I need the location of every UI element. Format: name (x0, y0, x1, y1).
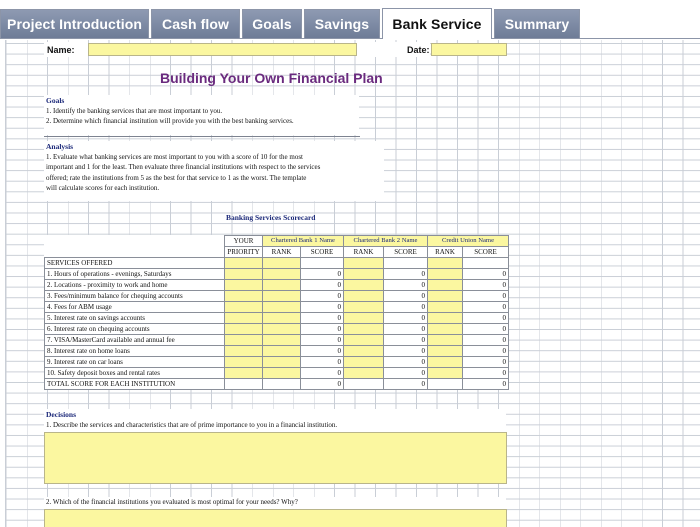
priority-input[interactable] (225, 302, 263, 313)
decisions-answer-2-input[interactable] (44, 509, 507, 527)
spacer-cell (45, 247, 225, 258)
score-value: 0 (301, 368, 344, 379)
rank-input[interactable] (344, 346, 384, 357)
score-value: 0 (301, 357, 344, 368)
rank-input[interactable] (428, 291, 463, 302)
score-value: 0 (301, 313, 344, 324)
decisions-heading: Decisions (46, 410, 76, 419)
priority-input[interactable] (225, 291, 263, 302)
score-value: 0 (301, 346, 344, 357)
rank-cell[interactable] (428, 258, 463, 269)
score-value: 0 (463, 368, 509, 379)
score-value: 0 (463, 357, 509, 368)
goals-line-1: 1. Identify the banking services that are most important to you. (46, 107, 223, 115)
score-header-2: SCORE (384, 247, 428, 258)
service-row (45, 324, 509, 335)
tab-cash-flow[interactable]: Cash flow (151, 9, 240, 38)
total-label: TOTAL SCORE FOR EACH INSTITUTION (45, 379, 225, 390)
rank-input[interactable] (263, 346, 301, 357)
rank-input[interactable] (344, 313, 384, 324)
rank-cell[interactable] (263, 258, 301, 269)
analysis-section (44, 141, 384, 201)
score-value: 0 (463, 280, 509, 291)
rank-input[interactable] (344, 324, 384, 335)
score-cell (301, 258, 344, 269)
score-value: 0 (463, 291, 509, 302)
score-value: 0 (384, 335, 428, 346)
tab-baseline (0, 38, 700, 39)
worksheet (0, 40, 700, 527)
service-label: 7. VISA/MasterCard available and annual fee (45, 335, 225, 346)
priority-input[interactable] (225, 280, 263, 291)
priority-input[interactable] (225, 269, 263, 280)
score-cell (384, 258, 428, 269)
score-value: 0 (463, 346, 509, 357)
priority-input[interactable] (225, 313, 263, 324)
priority-input[interactable] (225, 346, 263, 357)
service-row (45, 335, 509, 346)
priority-cell[interactable] (225, 258, 263, 269)
score-value: 0 (463, 313, 509, 324)
score-header-1: SCORE (301, 247, 344, 258)
score-value: 0 (301, 324, 344, 335)
score-value: 0 (384, 269, 428, 280)
rank-input[interactable] (263, 335, 301, 346)
rank-input[interactable] (428, 302, 463, 313)
score-value: 0 (301, 291, 344, 302)
scorecard-header-row-2 (45, 247, 509, 258)
score-value: 0 (463, 335, 509, 346)
score-value: 0 (463, 269, 509, 280)
priority-label: PRIORITY (225, 247, 263, 258)
service-label: 4. Fees for ABM usage (45, 302, 225, 313)
service-label: 9. Interest rate on car loans (45, 357, 225, 368)
service-row (45, 280, 509, 291)
analysis-line-3: offered; rate the institutions from 5 as the best for that service to 1 as the worst. The template (46, 173, 307, 182)
decisions-answer-1-input[interactable] (44, 432, 507, 484)
priority-input[interactable] (225, 324, 263, 335)
service-label: 2. Locations - proximity to work and home (45, 280, 225, 291)
rank-header-1: RANK (263, 247, 301, 258)
service-row (45, 357, 509, 368)
rank-input[interactable] (263, 313, 301, 324)
tab-goals[interactable]: Goals (242, 9, 302, 38)
score-value: 0 (384, 324, 428, 335)
rank-input[interactable] (428, 313, 463, 324)
service-label: 5. Interest rate on savings accounts (45, 313, 225, 324)
service-row (45, 346, 509, 357)
row-header-strip (0, 40, 6, 527)
analysis-line-4: will calculate scores for each institution. (46, 184, 160, 193)
date-label-cell (357, 42, 430, 57)
total-score-1: 0 (301, 379, 344, 390)
score-value: 0 (384, 313, 428, 324)
page-title: Building Your Own Financial Plan (160, 70, 383, 86)
service-label: 3. Fees/minimum balance for chequing accounts (45, 291, 225, 302)
rank-input[interactable] (344, 335, 384, 346)
service-row (45, 313, 509, 324)
institution-1-name[interactable]: Chartered Bank 1 Name (263, 236, 344, 247)
rank-input[interactable] (428, 368, 463, 379)
tab-summary[interactable]: Summary (494, 9, 580, 38)
analysis-line-1: 1. Evaluate what banking services are most important to you with a score of 10 for the most (46, 153, 303, 161)
score-value: 0 (301, 335, 344, 346)
goals-underline (44, 136, 360, 137)
scorecard-title: Banking Services Scorecard (226, 213, 316, 222)
service-label: 1. Hours of operations - evenings, Saturdays (45, 269, 225, 280)
sheet-tab-bar (0, 0, 700, 40)
rank-input[interactable] (428, 335, 463, 346)
total-rank-cell (428, 379, 463, 390)
rank-input[interactable] (428, 280, 463, 291)
analysis-heading: Analysis (46, 142, 74, 151)
score-cell (463, 258, 509, 269)
rank-input[interactable] (428, 324, 463, 335)
analysis-line-2: important and 1 for the least. Then evaluate three financial institutions with respect to the services (46, 163, 321, 172)
tab-project-introduction[interactable]: Project Introduction (0, 9, 149, 38)
corner-cell (45, 236, 225, 247)
rank-input[interactable] (263, 302, 301, 313)
priority-input[interactable] (225, 335, 263, 346)
scorecard-header-row-1 (45, 236, 509, 247)
score-header-3: SCORE (463, 247, 509, 258)
date-label: Date: (407, 45, 430, 55)
services-offered-header: SERVICES OFFERED (45, 258, 225, 269)
name-label-cell (44, 42, 88, 57)
goals-section (44, 95, 359, 135)
rank-input[interactable] (263, 324, 301, 335)
services-header-row (45, 258, 509, 269)
score-value: 0 (384, 368, 428, 379)
service-label: 6. Interest rate on chequing accounts (45, 324, 225, 335)
rank-input[interactable] (263, 291, 301, 302)
priority-input[interactable] (225, 368, 263, 379)
decisions-question-2-cell (44, 497, 506, 509)
rank-input[interactable] (344, 357, 384, 368)
score-value: 0 (384, 346, 428, 357)
score-value: 0 (301, 302, 344, 313)
tab-savings[interactable]: Savings (304, 9, 380, 38)
score-value: 0 (384, 291, 428, 302)
service-row (45, 291, 509, 302)
score-value: 0 (463, 324, 509, 335)
goals-line-2: 2. Determine which financial institution will provide you with the best banking services. (46, 117, 294, 126)
goals-heading: Goals (46, 96, 65, 105)
service-label: 8. Interest rate on home loans (45, 346, 225, 357)
date-input[interactable] (431, 43, 507, 56)
decisions-section (44, 409, 506, 433)
rank-input[interactable] (344, 368, 384, 379)
rank-input[interactable] (428, 346, 463, 357)
name-input[interactable] (88, 43, 357, 56)
service-label: 10. Safety deposit boxes and rental rates (45, 368, 225, 379)
score-value: 0 (384, 280, 428, 291)
score-value: 0 (463, 302, 509, 313)
service-row (45, 302, 509, 313)
rank-input[interactable] (344, 280, 384, 291)
total-rank-cell (344, 379, 384, 390)
rank-input[interactable] (344, 302, 384, 313)
rank-header-3: RANK (428, 247, 463, 258)
rank-header-2: RANK (344, 247, 384, 258)
priority-input[interactable] (225, 357, 263, 368)
rank-input[interactable] (263, 280, 301, 291)
rank-input[interactable] (344, 269, 384, 280)
score-value: 0 (301, 280, 344, 291)
service-row (45, 269, 509, 280)
rank-input[interactable] (428, 269, 463, 280)
total-score-3: 0 (463, 379, 509, 390)
total-priority-cell (225, 379, 263, 390)
total-rank-cell (263, 379, 301, 390)
rank-input[interactable] (428, 357, 463, 368)
institution-2-name[interactable]: Chartered Bank 2 Name (344, 236, 428, 247)
total-row (45, 379, 509, 390)
rank-input[interactable] (263, 269, 301, 280)
score-value: 0 (301, 269, 344, 280)
institution-3-name[interactable]: Credit Union Name (428, 236, 509, 247)
score-value: 0 (384, 357, 428, 368)
name-label: Name: (47, 45, 75, 55)
rank-input[interactable] (263, 368, 301, 379)
total-score-2: 0 (384, 379, 428, 390)
decisions-question-2: 2. Which of the financial institutions you evaluated is most optimal for your needs? Why? (46, 498, 298, 506)
score-value: 0 (384, 302, 428, 313)
scorecard-table (44, 235, 509, 390)
decisions-question-1: 1. Describe the services and characteristics that are of prime importance to you in a financial institution. (46, 421, 338, 429)
your-label: YOUR (225, 236, 263, 247)
rank-input[interactable] (263, 357, 301, 368)
service-row (45, 368, 509, 379)
rank-input[interactable] (344, 291, 384, 302)
rank-cell[interactable] (344, 258, 384, 269)
tab-bank-service[interactable]: Bank Service (382, 8, 492, 39)
